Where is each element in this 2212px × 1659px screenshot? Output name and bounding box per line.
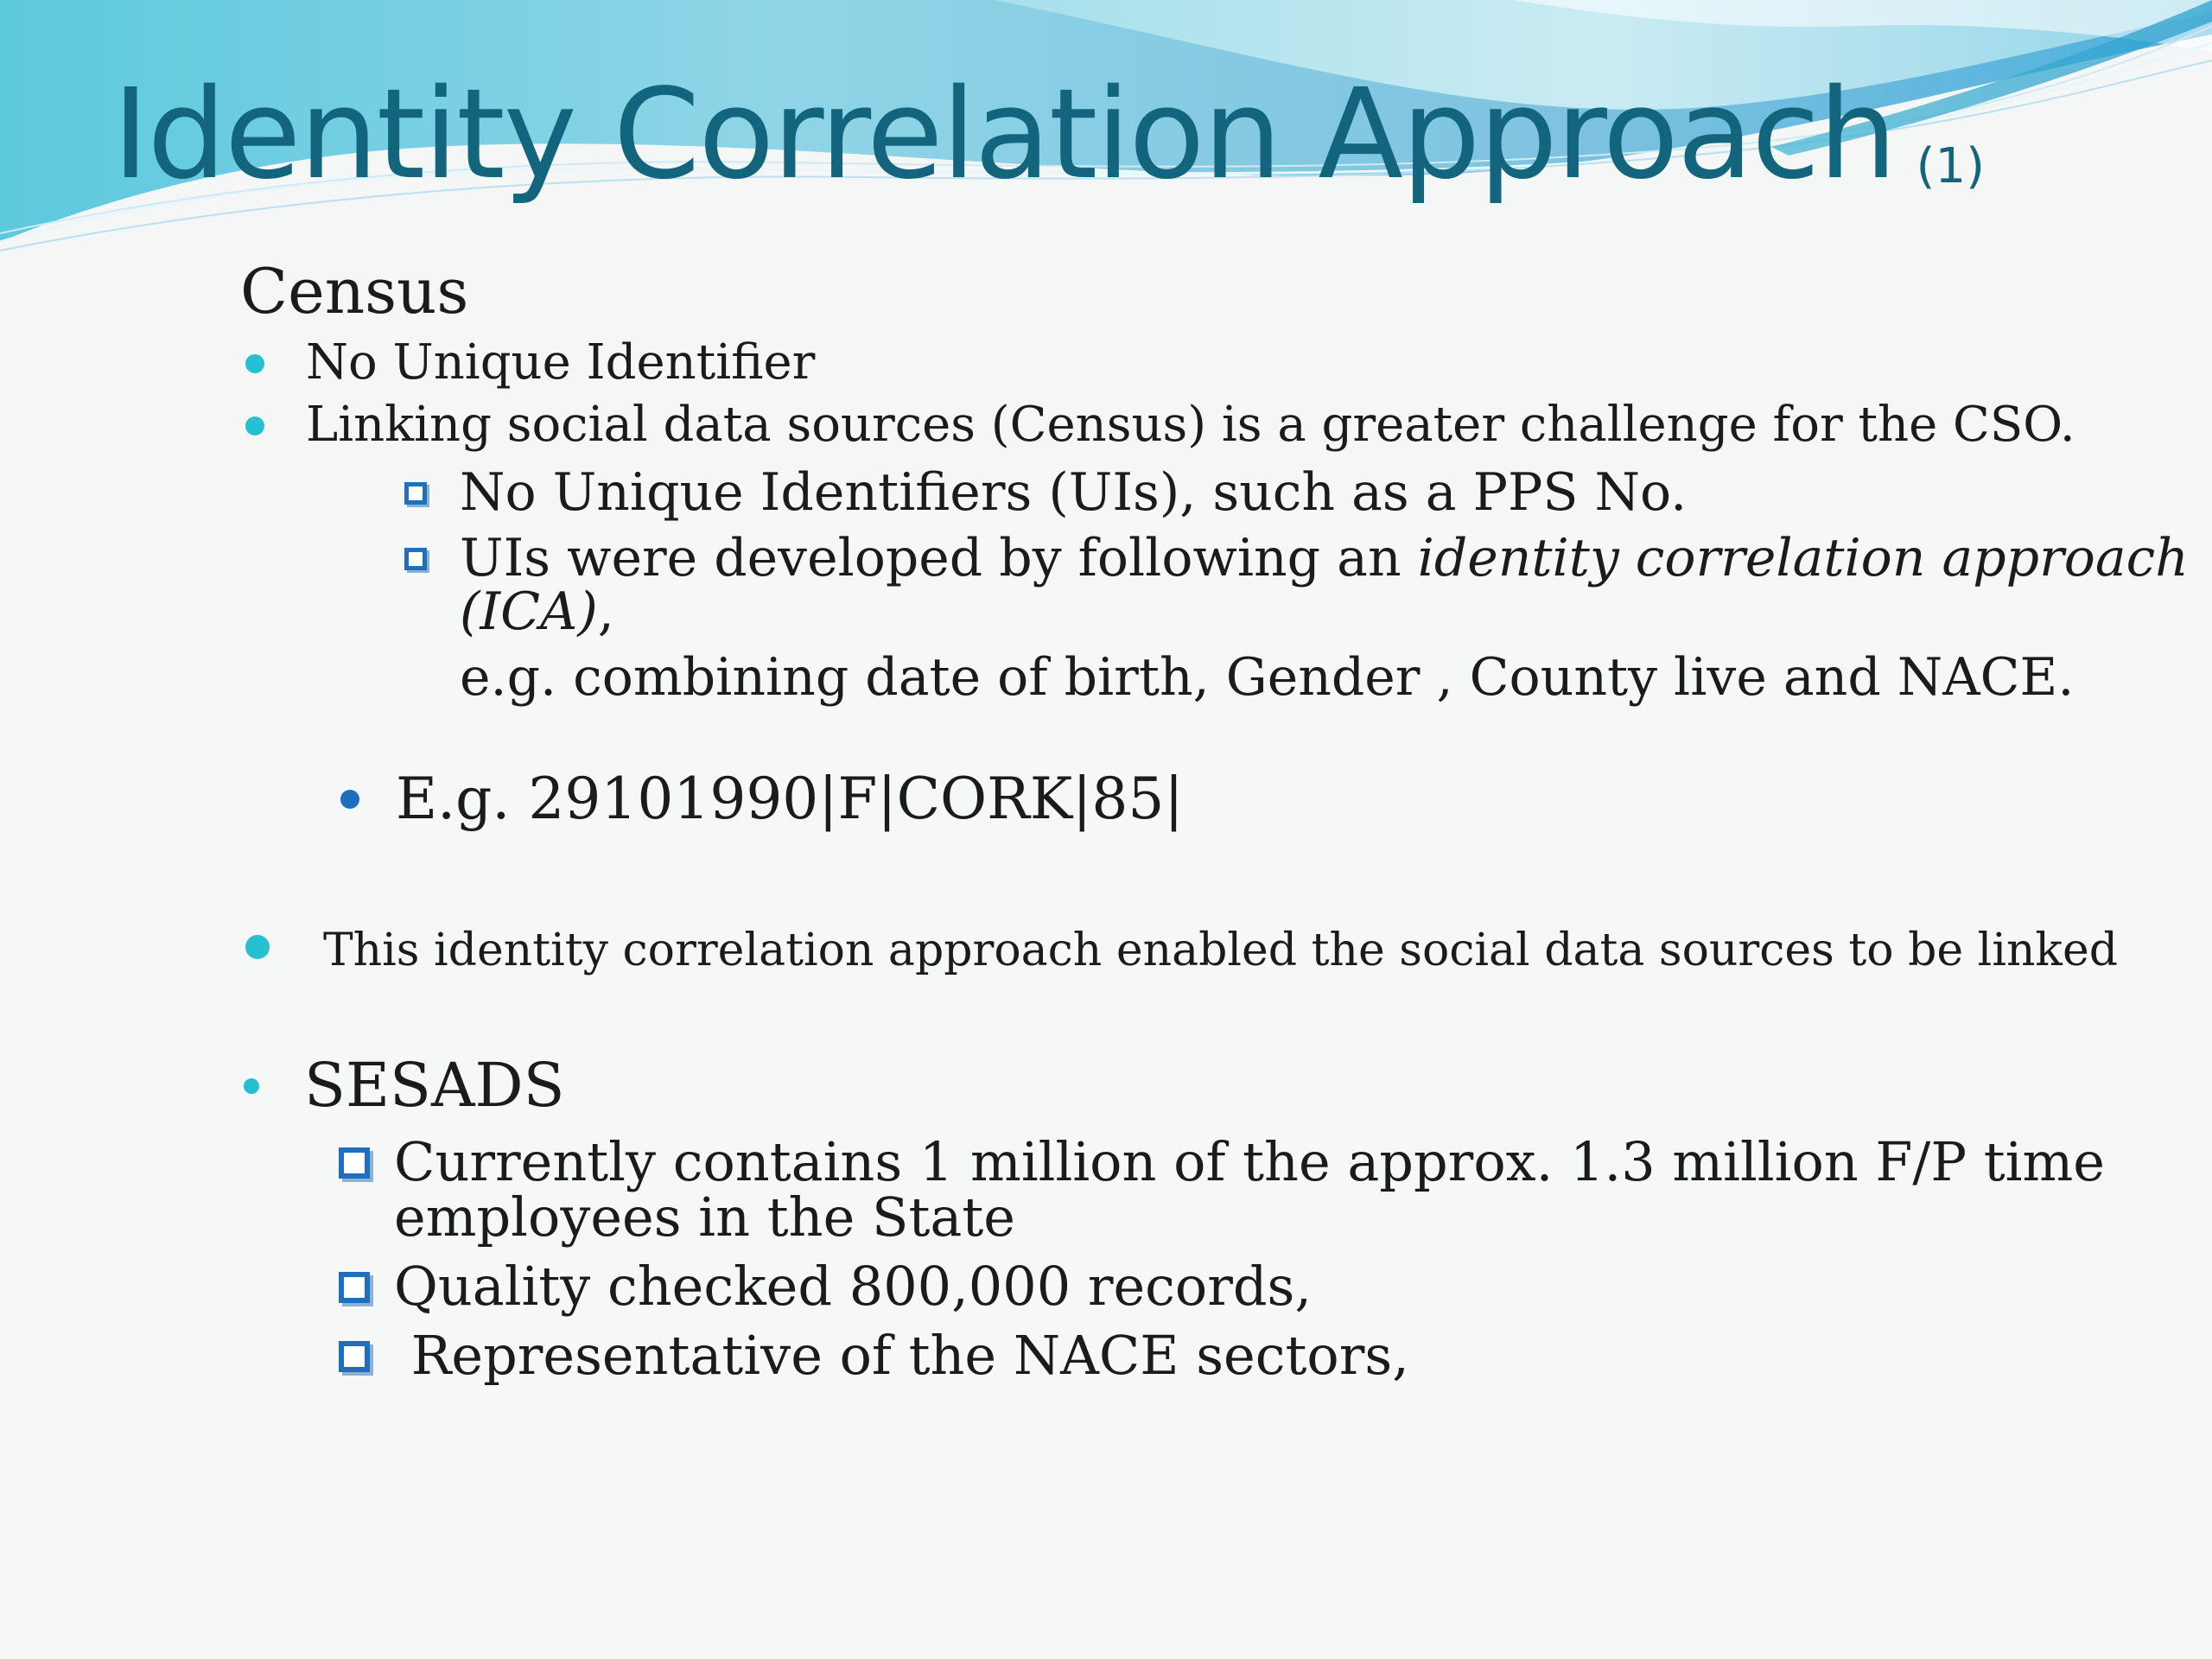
- bullet-dot-icon: [245, 354, 264, 373]
- checkbox-bullet-icon: [404, 548, 427, 570]
- census-ica-italic-2: (ICA): [460, 582, 598, 642]
- census-ica-italic-1: identity correlation approach: [1417, 528, 2189, 588]
- checkbox-bullet-icon: [404, 482, 427, 505]
- census-example: E.g. 29101990|F|CORK|85|: [396, 766, 1184, 832]
- census-ica-prefix: UIs were developed by following an: [460, 528, 1418, 588]
- census-heading: Census: [240, 255, 469, 327]
- census-conclusion: This identity correlation approach enabled the social data sources to be linked: [323, 925, 2119, 976]
- census-ica-continuation: e.g. combining date of birth, Gender , County live and NACE.: [460, 647, 2075, 708]
- bullet-dot-icon: [245, 416, 264, 435]
- census-ica-line-1: [460, 525, 2189, 591]
- bullet-dot-icon: [245, 935, 270, 959]
- sesads-item-1-line-2: employees in the State: [394, 1185, 1015, 1249]
- census-bullet-2: Linking social data sources (Census) is a greater challenge for the CSO.: [306, 397, 2075, 453]
- sesads-item-2: Quality checked 800,000 records,: [394, 1255, 1313, 1318]
- slide-title-text: Identity Correlation Approach: [112, 61, 1896, 207]
- census-sub-bullet-1: No Unique Identifiers (UIs), such as a PPS No.: [460, 462, 1688, 523]
- slide-title: [112, 52, 1985, 249]
- checkbox-bullet-icon: [339, 1147, 370, 1179]
- bullet-dot-icon: [340, 790, 359, 809]
- census-ica-suffix: ,: [597, 582, 614, 642]
- census-bullet-1: No Unique Identifier: [306, 334, 816, 391]
- sesads-item-3: Representative of the NACE sectors,: [394, 1324, 1409, 1387]
- sesads-item-1-line-1: Currently contains 1 million of the approx. 1.3 million F/P time: [394, 1130, 2105, 1193]
- bullet-dot-icon: [244, 1078, 259, 1094]
- sesads-heading: SESADS: [304, 1050, 565, 1121]
- slide-title-suffix: (1): [1916, 138, 1985, 194]
- checkbox-bullet-icon: [339, 1272, 370, 1303]
- checkbox-bullet-icon: [339, 1341, 370, 1372]
- census-ica-line-2: [460, 579, 614, 645]
